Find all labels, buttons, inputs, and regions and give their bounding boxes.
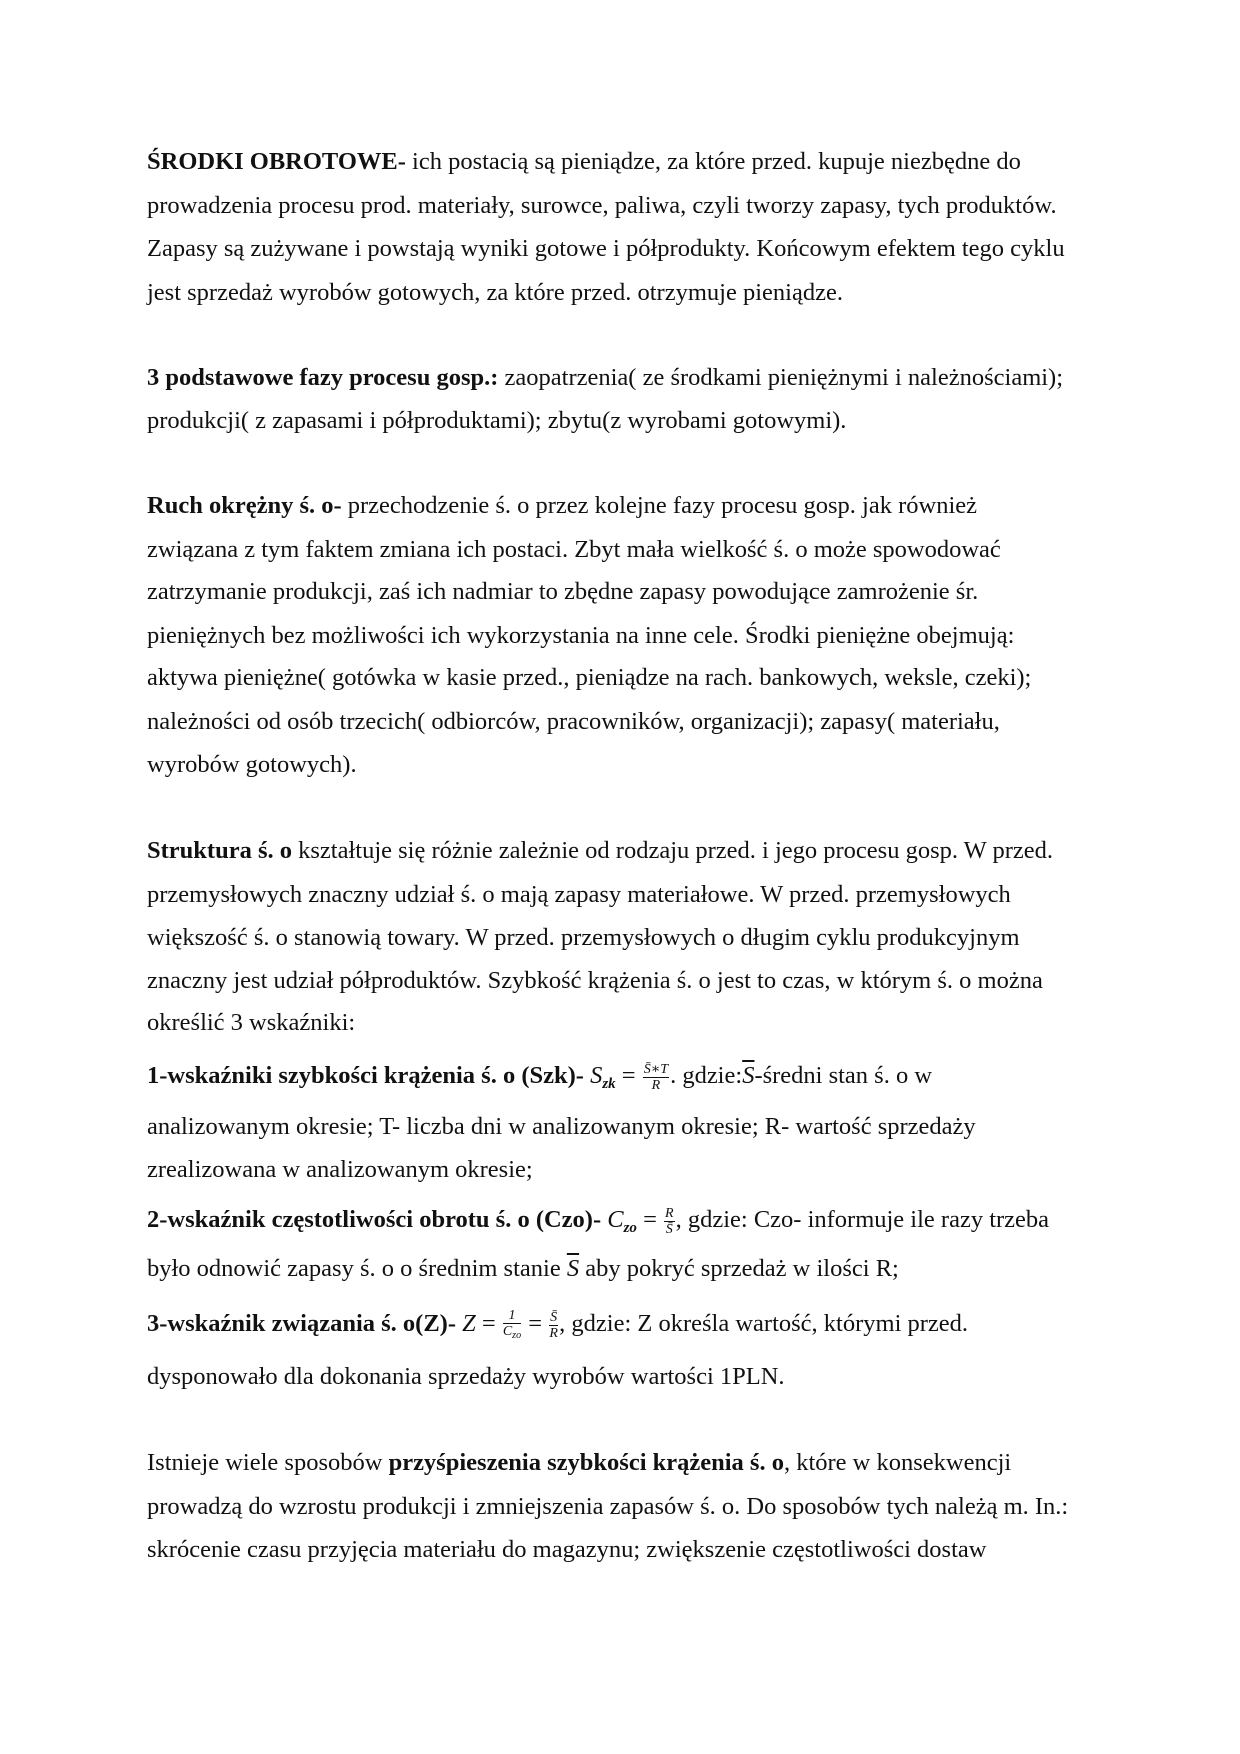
term-heading: ŚRODKI OBROTOWE-: [147, 148, 406, 175]
text-line: większość ś. o stanowią towary. W przed. przemysłowych o długim cyklu produkcyjnym: [147, 924, 1020, 951]
term-heading: 2-wskaźnik częstotliwości obrotu ś. o (Czo)-: [147, 1206, 608, 1233]
text: ich postacią są pieniądze, za które przed. kupuje niezbędne do: [405, 148, 1021, 175]
fraction-denominator: R: [651, 1077, 661, 1093]
paragraph-fazy-line: [147, 361, 1063, 395]
text-line: przemysłowych znaczny udział ś. o mają zapasy materiałowe. W przed. przemysłowych: [147, 881, 1011, 908]
formula-z-line: [147, 1307, 968, 1341]
fraction-denominator: [503, 1324, 521, 1343]
math-subscript: zo: [623, 1220, 637, 1236]
text-line: zrealizowana w analizowanym okresie;: [147, 1156, 533, 1183]
math-fraction: [503, 1308, 521, 1343]
paragraph-struktura-line: [147, 834, 1053, 868]
formula-szk-line: [147, 1059, 932, 1093]
text: -średni stan ś. o w: [754, 1062, 933, 1089]
text-line: jest sprzedaż wyrobów gotowych, za które przed. otrzymuje pieniądze.: [147, 279, 843, 306]
math-lhs: Z: [462, 1310, 476, 1337]
text: . gdzie:: [670, 1062, 743, 1089]
math-equals: =: [636, 1206, 664, 1233]
text-line: prowadzenia procesu prod. materiały, surowce, paliwa, czyli tworzy zapasy, tych produktów.: [147, 192, 1057, 219]
text: , gdzie: Czo- informuje ile razy trzeba: [675, 1206, 1050, 1233]
math-lhs: S: [590, 1062, 603, 1089]
term-heading: Ruch okrężny ś. o-: [147, 492, 342, 519]
text-line: dysponowało dla dokonania sprzedaży wyrobów wartości 1PLN.: [147, 1363, 785, 1390]
denominator-symbol: C: [502, 1323, 513, 1339]
text-line: [147, 1252, 899, 1286]
fraction-denominator: S̄: [665, 1221, 673, 1237]
paragraph-przyspieszenie-line: [147, 1446, 1011, 1480]
text: zaopatrzenia( ze środkami pieniężnymi i należnościami);: [498, 364, 1064, 391]
math-fraction: [643, 1062, 669, 1093]
text: Istnieje wiele sposobów: [147, 1449, 389, 1476]
text-line: należności od osób trzecich( odbiorców, pracowników, organizacji); zapasy( materiału,: [147, 708, 1000, 735]
text: było odnowić zapasy ś. o o średnim stanie: [147, 1255, 567, 1282]
text-line: wyrobów gotowych).: [147, 751, 357, 778]
fraction-numerator: S̄∗T: [643, 1061, 669, 1077]
paragraph-ruch-okrezny-line: [147, 489, 977, 523]
text: , które w konsekwencji: [783, 1449, 1012, 1476]
text-line: zatrzymanie produkcji, zaś ich nadmiar to zbędne zapasy powodujące zamrożenie śr.: [147, 578, 979, 605]
term-heading: 3-wskaźnik związania ś. o(Z)-: [147, 1310, 463, 1337]
term-heading: 3 podstawowe fazy procesu gosp.:: [147, 364, 499, 391]
text-line: określić 3 wskaźniki:: [147, 1009, 356, 1036]
term-heading: Struktura ś. o: [147, 837, 292, 864]
text-line: aktywa pieniężne( gotówka w kasie przed., pieniądze na rach. bankowych, weksle, czeki);: [147, 664, 1032, 691]
text-line: znaczny jest udział półproduktów. Szybkość krążenia ś. o jest to czas, w którym ś. o można: [147, 967, 1043, 994]
text-line: pieniężnych bez możliwości ich wykorzystania na inne cele. Środki pieniężne obejmują:: [147, 622, 1015, 649]
fraction-numerator: 1: [503, 1308, 521, 1324]
text: kształtuje się różnie zależnie od rodzaju przed. i jego procesu gosp. W przed.: [291, 837, 1054, 864]
text-line: związana z tym faktem zmiana ich postaci. Zbyt mała wielkość ś. o może spowodować: [147, 536, 1001, 563]
text-line: prowadzą do wzrostu produkcji i zmniejszenia zapasów ś. o. Do sposobów tych należą m. In.:: [147, 1493, 1069, 1520]
text: przechodzenie ś. o przez kolejne fazy procesu gosp. jak również: [341, 492, 978, 519]
fraction-numerator: R: [665, 1205, 674, 1221]
denominator-subscript: zo: [512, 1329, 522, 1341]
text: , gdzie: Z określa wartość, którymi przed.: [559, 1310, 969, 1337]
math-equals: =: [475, 1310, 502, 1337]
formula-czo-line: [147, 1203, 1049, 1237]
term-heading: przyśpieszenia szybkości krążenia ś. o: [388, 1449, 784, 1476]
math-equals: =: [522, 1310, 549, 1337]
text-line: produkcji( z zapasami i półproduktami); zbytu(z wyrobami gotowymi).: [147, 407, 847, 434]
fraction-denominator: R: [549, 1325, 558, 1341]
math-fraction: [664, 1206, 675, 1237]
paragraph-srodki-obrotowe-line: [147, 145, 1021, 179]
text-line: analizowanym okresie; T- liczba dni w analizowanym okresie; R- wartość sprzedaży: [147, 1113, 976, 1140]
math-lhs: C: [607, 1206, 624, 1233]
math-s-bar: $\overline{S}$: [566, 1255, 580, 1282]
text-line: skrócenie czasu przyjęcia materiału do magazynu; zwiększenie częstotliwości dostaw: [147, 1536, 987, 1563]
text: aby pokryć sprzedaż w ilości R;: [579, 1255, 899, 1282]
math-fraction: [549, 1310, 558, 1341]
text-line: Zapasy są zużywane i powstają wyniki gotowe i półprodukty. Końcowym efektem tego cyklu: [147, 235, 1065, 262]
fraction-numerator: S̄: [550, 1309, 558, 1325]
math-s-bar: $\overline{S}$: [742, 1062, 755, 1089]
math-subscript: zk: [602, 1076, 616, 1092]
math-equals: =: [615, 1062, 642, 1089]
term-heading: 1-wskaźniki szybkości krążenia ś. o (Szk)-: [147, 1062, 591, 1089]
